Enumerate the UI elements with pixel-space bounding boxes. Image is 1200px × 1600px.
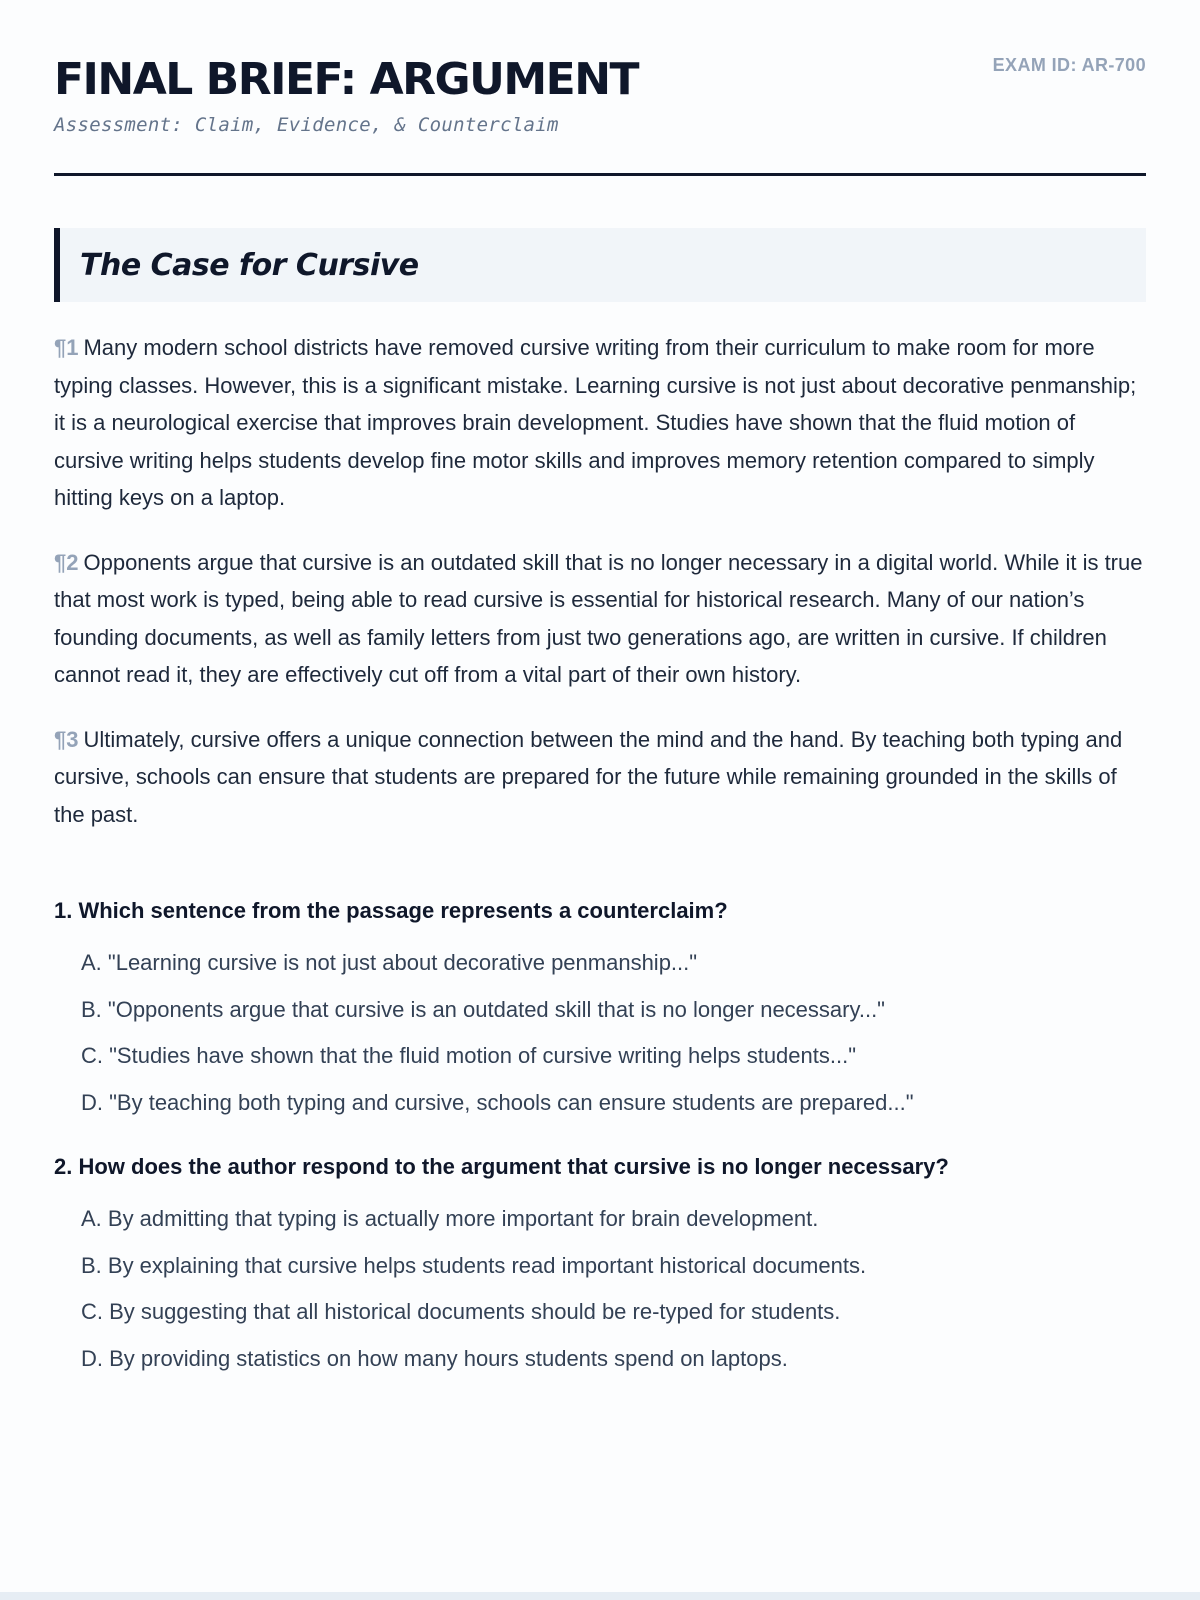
- passage-title: The Case for Cursive: [80, 247, 419, 283]
- paragraph-text: Opponents argue that cursive is an outdated skill that is no longer necessary in a digital world. While it is true that most work is typed, being able to read cursive is essential for historical research. Many of our nation’s founding documents, as well as family letters from just two generations ago, are written in cursive. If children cannot read it, they are effectively cut off from a vital part of their own history.: [54, 549, 1143, 687]
- paragraph-number: ¶1: [54, 335, 79, 360]
- answer-option-a[interactable]: A. By admitting that typing is actually more important for brain development.: [81, 1206, 819, 1231]
- answer-options: [54, 940, 1146, 1126]
- page-subtitle: Assessment: Claim, Evidence, & Counterclaim: [54, 114, 559, 137]
- paragraph-number: ¶2: [54, 549, 79, 575]
- answer-option-a[interactable]: A. "Learning cursive is not just about decorative penmanship...": [81, 950, 698, 975]
- question-2: [54, 1152, 1146, 1382]
- paragraph-number: ¶3: [54, 726, 79, 752]
- answer-option-c[interactable]: C. "Studies have shown that the fluid motion of cursive writing helps students...": [81, 1043, 857, 1068]
- paragraph-text: Many modern school districts have removed cursive writing from their curriculum to make room for more typing classes. However, this is a significant mistake. Learning cursive is not just about decorative penmanship; it is a neurological exercise that improves brain development. Studies have shown that the fluid motion of cursive writing helps students develop fine motor skills and improves memory retention compared to simply hitting keys on a laptop.: [54, 335, 1137, 510]
- questions-section: [54, 896, 1146, 1382]
- question-prompt: 1. Which sentence from the passage represents a counterclaim?: [54, 898, 728, 923]
- answer-option-b[interactable]: B. "Opponents argue that cursive is an outdated skill that is no longer necessary...": [81, 996, 885, 1022]
- page-header: [54, 52, 1146, 176]
- answer-option-c[interactable]: C. By suggesting that all historical documents should be re-typed for students.: [81, 1299, 841, 1324]
- passage: [54, 329, 1146, 833]
- answer-option-d[interactable]: D. By providing statistics on how many hours students spend on laptops.: [81, 1345, 788, 1371]
- page-title: FINAL BRIEF: ARGUMENT: [54, 54, 639, 105]
- exam-id: EXAM ID: AR-700: [992, 55, 1146, 75]
- paragraph: [54, 721, 1146, 834]
- answer-option-b[interactable]: B. By explaining that cursive helps students read important historical documents.: [81, 1252, 867, 1278]
- question-prompt: 2. How does the author respond to the argument that cursive is no longer necessary?: [54, 1154, 949, 1179]
- paragraph-text: Ultimately, cursive offers a unique connection between the mind and the hand. By teaching both typing and cursive, schools can ensure that students are prepared for the future while remaining grounded in the skills of the past.: [54, 726, 1123, 827]
- answer-options: [54, 1196, 1146, 1382]
- paragraph: [54, 544, 1146, 694]
- paragraph: [54, 329, 1146, 517]
- question-1: [54, 896, 1146, 1126]
- passage-title-box: [54, 228, 1146, 302]
- answer-option-d[interactable]: D. "By teaching both typing and cursive, schools can ensure students are prepared...": [81, 1089, 914, 1115]
